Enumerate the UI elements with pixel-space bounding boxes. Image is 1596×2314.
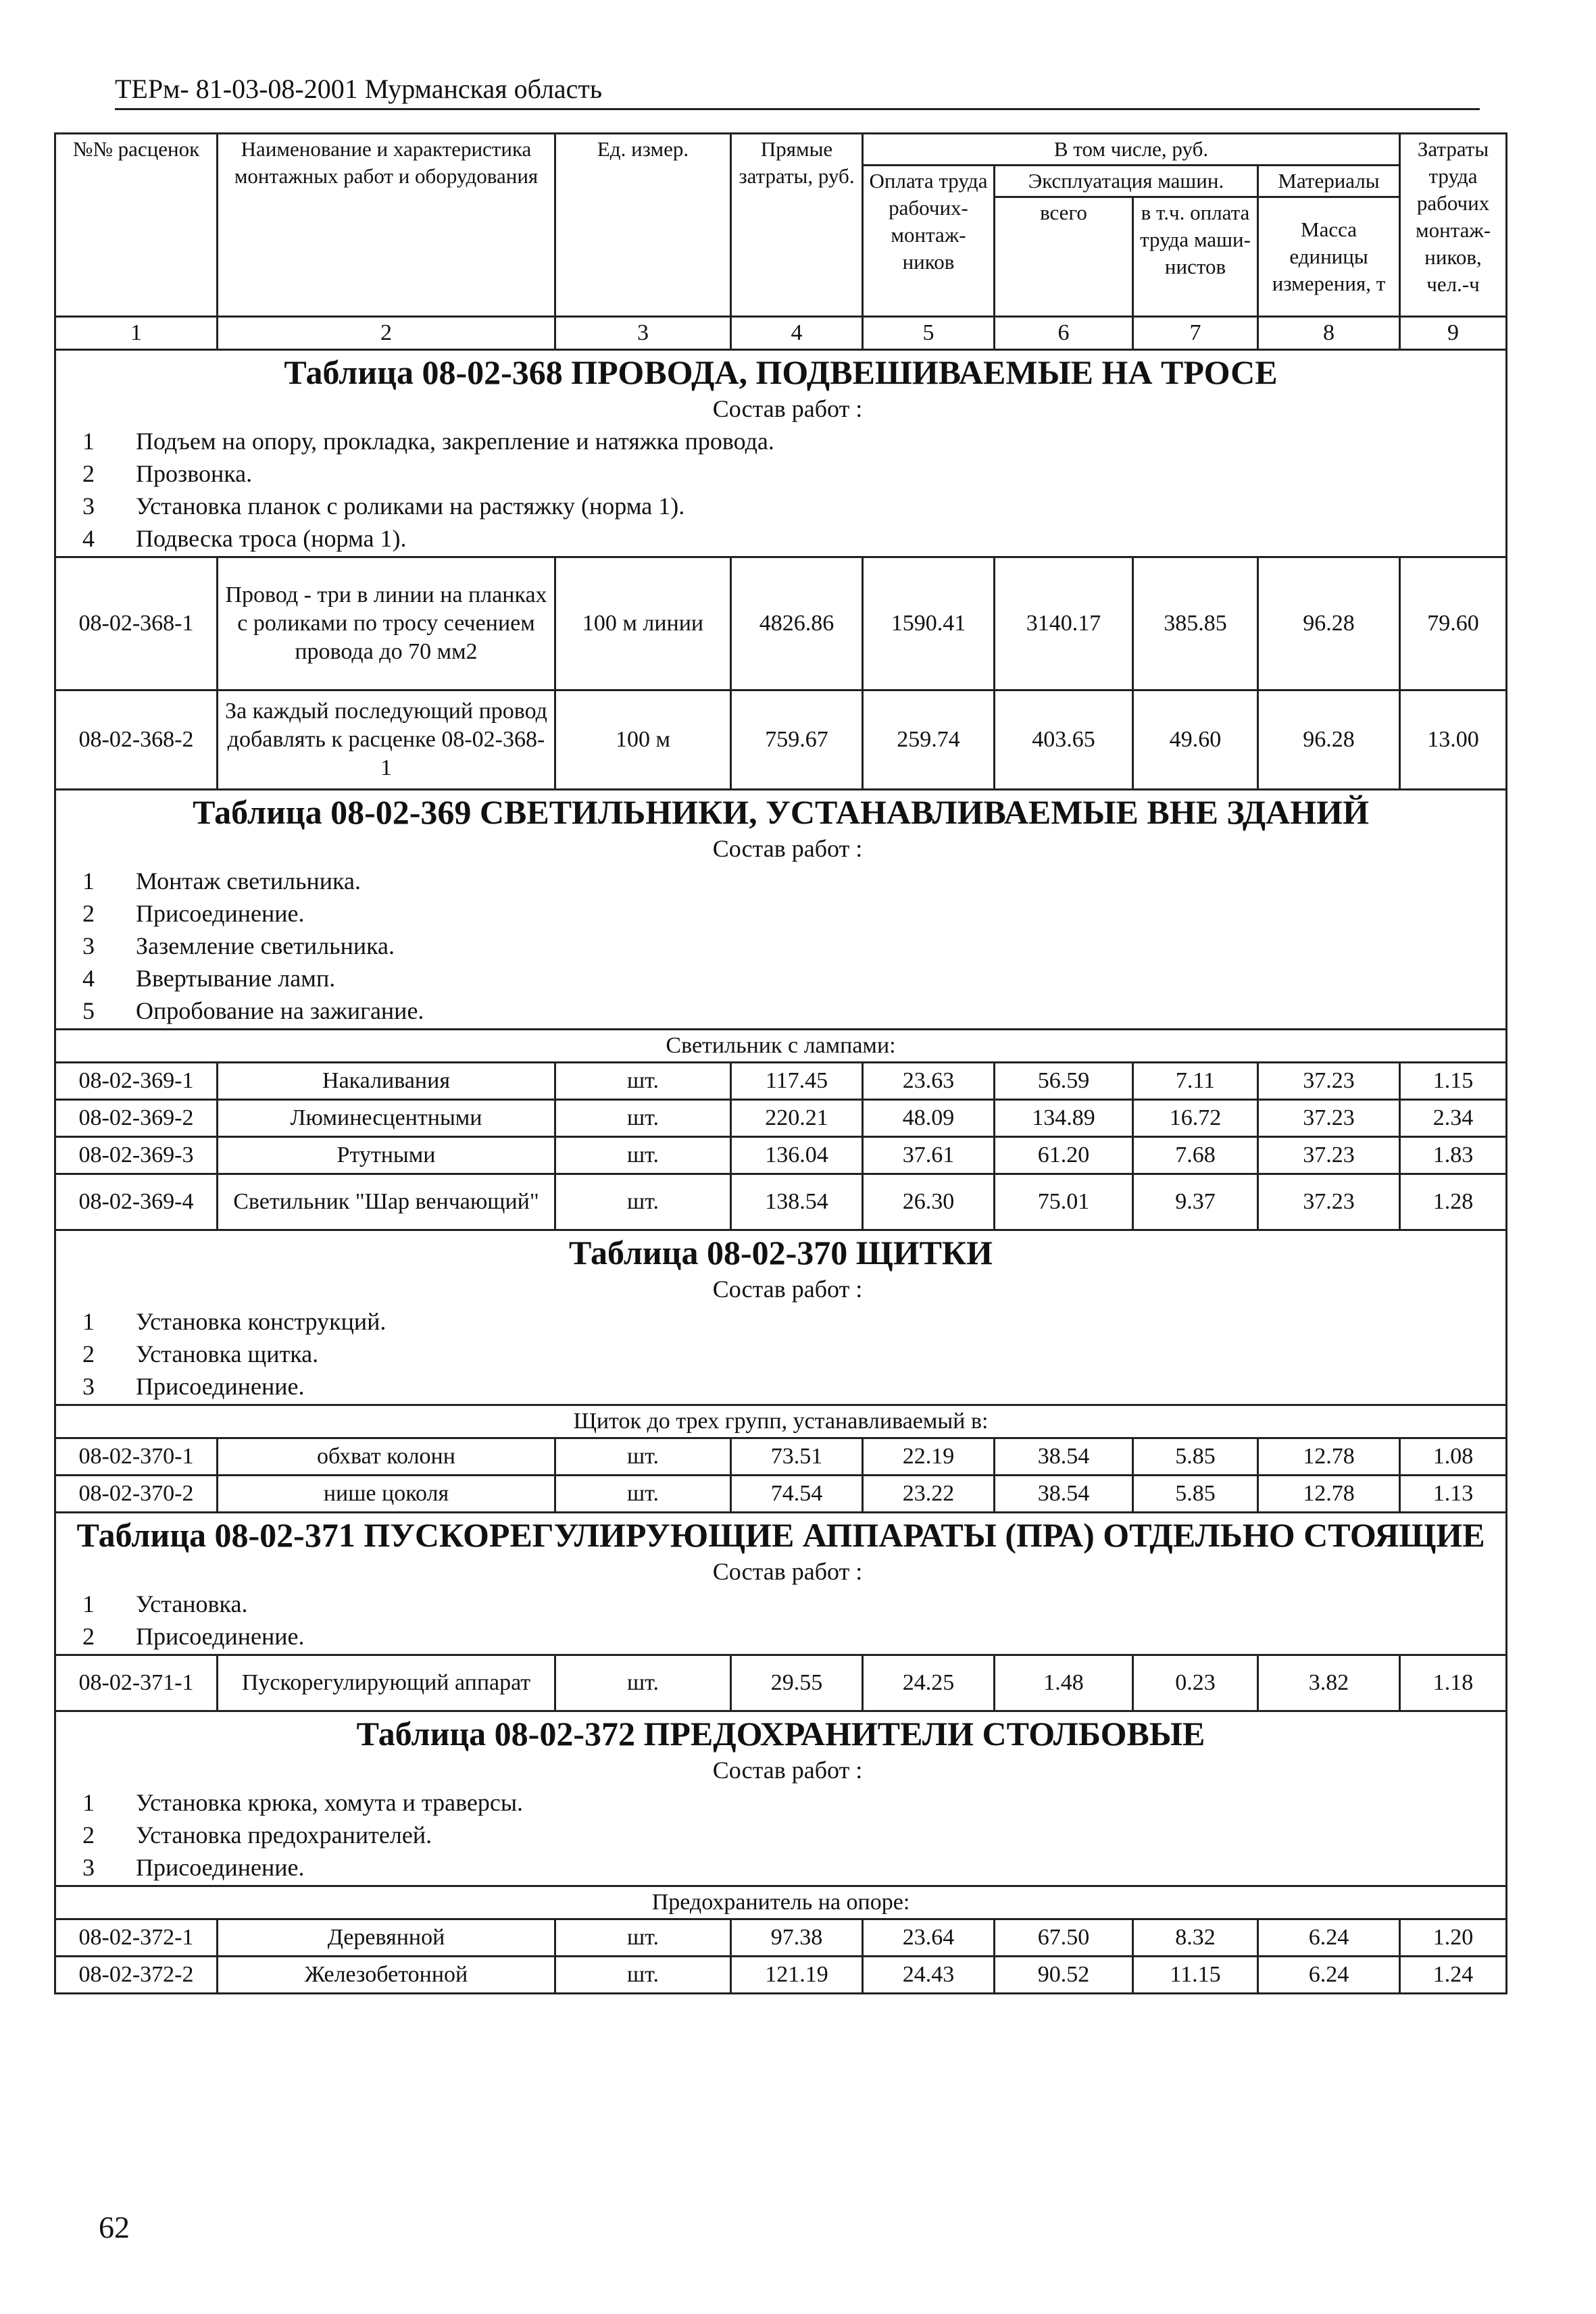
work-name: Светильник "Шар венчающий"	[218, 1174, 555, 1230]
work-step-number: 1	[82, 1590, 95, 1617]
direct-costs: 97.38	[731, 1919, 863, 1957]
labor-pay: 1590.41	[863, 557, 995, 690]
table-header	[55, 134, 1507, 350]
work-name: За каждый последующий провод добавлять к расценке 08-02-368-1	[218, 690, 555, 790]
header-machines: Эксплуатация машин.	[995, 166, 1258, 197]
page-number: 62	[99, 2210, 130, 2244]
labor-hours: 1.20	[1400, 1919, 1507, 1957]
work-step-number: 3	[82, 1373, 95, 1400]
section-block	[55, 1513, 1507, 1655]
rate-code: 08-02-369-2	[55, 1100, 218, 1137]
header-materials: Материалы	[1258, 166, 1400, 197]
unit-mass: 37.23	[1258, 1137, 1400, 1174]
labor-hours: 1.28	[1400, 1174, 1507, 1230]
work-composition-label: Состав работ :	[712, 1558, 863, 1585]
labor-pay: 23.63	[863, 1063, 995, 1100]
rate-code: 08-02-370-1	[55, 1438, 218, 1476]
unit-of-measure: шт.	[555, 1476, 731, 1513]
machinist-pay: 7.68	[1133, 1137, 1258, 1174]
header-rule	[115, 108, 1480, 110]
direct-costs: 138.54	[731, 1174, 863, 1230]
labor-pay: 259.74	[863, 690, 995, 790]
work-step	[60, 1370, 1501, 1403]
work-step	[60, 1305, 1501, 1338]
header-unit: Ед. измер.	[555, 134, 731, 317]
unit-of-measure: шт.	[555, 1957, 731, 1994]
machinist-pay: 0.23	[1133, 1655, 1258, 1711]
unit-of-measure: 100 м	[555, 690, 731, 790]
header-direct-costs: Прямые затраты, руб.	[731, 134, 863, 317]
machine-costs: 56.59	[995, 1063, 1133, 1100]
unit-mass: 37.23	[1258, 1174, 1400, 1230]
header-name: Наименование и характеристика монтажных работ и оборудования	[218, 134, 555, 317]
unit-mass: 37.23	[1258, 1063, 1400, 1100]
header-including: В том числе, руб.	[863, 134, 1400, 166]
rate-code: 08-02-368-2	[55, 690, 218, 790]
labor-hours: 13.00	[1400, 690, 1507, 790]
column-number: 4	[731, 317, 863, 350]
table-row	[55, 1063, 1507, 1100]
section-block	[55, 1230, 1507, 1405]
table-row	[55, 690, 1507, 790]
direct-costs: 759.67	[731, 690, 863, 790]
work-name: Накаливания	[218, 1063, 555, 1100]
labor-hours: 1.24	[1400, 1957, 1507, 1994]
work-step-number: 3	[82, 932, 95, 959]
section-title: Таблица 08-02-371 ПУСКОРЕГУЛИРУЮЩИЕ АППАРАТЫ (ПРА) ОТДЕЛЬНО СТОЯЩИЕ	[76, 1516, 1485, 1554]
labor-pay: 37.61	[863, 1137, 995, 1174]
table-body	[55, 350, 1507, 1994]
work-name: Ртутными	[218, 1137, 555, 1174]
column-numbers-row	[55, 317, 1507, 350]
work-step-number: 2	[82, 1821, 95, 1848]
page-header: ТЕРм- 81-03-08-2001 Мурманская область	[115, 74, 603, 104]
machinist-pay: 8.32	[1133, 1919, 1258, 1957]
column-number: 2	[218, 317, 555, 350]
table-row	[55, 1919, 1507, 1957]
work-step	[60, 962, 1501, 995]
work-step-text: Установка.	[136, 1590, 248, 1617]
work-step	[60, 425, 1501, 457]
work-step-number: 1	[82, 867, 95, 895]
work-step	[60, 1819, 1501, 1851]
labor-pay: 22.19	[863, 1438, 995, 1476]
section-block	[55, 350, 1507, 557]
labor-hours: 1.83	[1400, 1137, 1507, 1174]
work-step-number: 1	[82, 428, 95, 455]
section-header-row	[55, 790, 1507, 1030]
work-step-text: Присоединение.	[136, 900, 305, 927]
subgroup-label: Предохранитель на опоре:	[55, 1886, 1507, 1919]
section-block	[55, 1711, 1507, 1886]
section-block	[55, 790, 1507, 1030]
machine-costs: 3140.17	[995, 557, 1133, 690]
work-step-text: Монтаж светильника.	[136, 867, 361, 895]
work-composition-label: Состав работ :	[712, 1276, 863, 1303]
column-number: 7	[1133, 317, 1258, 350]
column-number: 8	[1258, 317, 1400, 350]
work-step	[60, 1851, 1501, 1884]
table-row	[55, 1438, 1507, 1476]
work-step	[60, 522, 1501, 555]
section-header-row	[55, 1230, 1507, 1405]
work-step-number: 4	[82, 525, 95, 552]
labor-pay: 24.25	[863, 1655, 995, 1711]
machine-costs: 134.89	[995, 1100, 1133, 1137]
work-step-number: 5	[82, 997, 95, 1024]
header-machinist-pay: в т.ч. оплата труда маши-нистов	[1133, 197, 1258, 317]
work-step	[60, 897, 1501, 930]
machinist-pay: 5.85	[1133, 1438, 1258, 1476]
unit-mass: 6.24	[1258, 1919, 1400, 1957]
unit-of-measure: шт.	[555, 1438, 731, 1476]
work-composition-label: Состав работ :	[712, 835, 863, 862]
column-number: 5	[863, 317, 995, 350]
work-step-number: 4	[82, 965, 95, 992]
work-name: Железобетонной	[218, 1957, 555, 1994]
work-step-text: Присоединение.	[136, 1373, 305, 1400]
direct-costs: 74.54	[731, 1476, 863, 1513]
work-step-text: Ввертывание ламп.	[136, 965, 336, 992]
subgroup-label: Светильник с лампами:	[55, 1030, 1507, 1063]
labor-pay: 23.22	[863, 1476, 995, 1513]
machinist-pay: 7.11	[1133, 1063, 1258, 1100]
work-step-number: 3	[82, 493, 95, 520]
unit-mass: 12.78	[1258, 1438, 1400, 1476]
labor-hours: 1.18	[1400, 1655, 1507, 1711]
labor-hours: 1.15	[1400, 1063, 1507, 1100]
subgroup-row	[55, 1030, 1507, 1063]
labor-hours: 79.60	[1400, 557, 1507, 690]
price-table-sheet	[54, 132, 1505, 1994]
work-step-number: 1	[82, 1308, 95, 1335]
machinist-pay: 385.85	[1133, 557, 1258, 690]
column-number: 3	[555, 317, 731, 350]
work-step	[60, 995, 1501, 1027]
unit-mass: 37.23	[1258, 1100, 1400, 1137]
labor-pay: 24.43	[863, 1957, 995, 1994]
work-step-number: 2	[82, 460, 95, 487]
subgroup-row	[55, 1886, 1507, 1919]
work-step	[60, 865, 1501, 897]
work-step-text: Установка крюка, хомута и траверсы.	[136, 1789, 524, 1816]
table-row	[55, 1655, 1507, 1711]
work-step-number: 3	[82, 1854, 95, 1881]
unit-mass: 6.24	[1258, 1957, 1400, 1994]
section-title: Таблица 08-02-372 ПРЕДОХРАНИТЕЛИ СТОЛБОВЫЕ	[356, 1715, 1205, 1753]
unit-mass: 12.78	[1258, 1476, 1400, 1513]
machinist-pay: 16.72	[1133, 1100, 1258, 1137]
work-step	[60, 490, 1501, 522]
unit-of-measure: шт.	[555, 1919, 731, 1957]
unit-mass: 96.28	[1258, 557, 1400, 690]
unit-of-measure: 100 м линии	[555, 557, 731, 690]
labor-pay: 26.30	[863, 1174, 995, 1230]
header-machines-total: всего	[995, 197, 1133, 317]
work-name: нише цоколя	[218, 1476, 555, 1513]
table-row	[55, 557, 1507, 690]
subgroup-label: Щиток до трех групп, устанавливаемый в:	[55, 1405, 1507, 1438]
section-header-row	[55, 350, 1507, 557]
table-row	[55, 1174, 1507, 1230]
direct-costs: 117.45	[731, 1063, 863, 1100]
work-step-number: 2	[82, 1340, 95, 1367]
work-step	[60, 1588, 1501, 1620]
machine-costs: 38.54	[995, 1438, 1133, 1476]
machine-costs: 1.48	[995, 1655, 1133, 1711]
work-step-text: Установка предохранителей.	[136, 1821, 432, 1848]
labor-hours: 1.13	[1400, 1476, 1507, 1513]
work-step-text: Присоединение.	[136, 1854, 305, 1881]
direct-costs: 220.21	[731, 1100, 863, 1137]
labor-hours: 1.08	[1400, 1438, 1507, 1476]
work-composition-label: Состав работ :	[712, 1757, 863, 1784]
work-step	[60, 1338, 1501, 1370]
work-name: Пускорегулирующий аппарат	[218, 1655, 555, 1711]
header-unit-mass: Масса единицы измерения, т	[1258, 197, 1400, 317]
table-row	[55, 1100, 1507, 1137]
machinist-pay: 11.15	[1133, 1957, 1258, 1994]
work-name: Деревянной	[218, 1919, 555, 1957]
work-step-text: Подвеска троса (норма 1).	[136, 525, 407, 552]
work-step	[60, 457, 1501, 490]
machinist-pay: 49.60	[1133, 690, 1258, 790]
rate-code: 08-02-369-4	[55, 1174, 218, 1230]
machine-costs: 61.20	[995, 1137, 1133, 1174]
rate-code: 08-02-372-2	[55, 1957, 218, 1994]
work-step-text: Подъем на опору, прокладка, закрепление и натяжка провода.	[136, 428, 774, 455]
price-table	[54, 132, 1507, 1994]
direct-costs: 73.51	[731, 1438, 863, 1476]
unit-of-measure: шт.	[555, 1174, 731, 1230]
labor-hours: 2.34	[1400, 1100, 1507, 1137]
unit-of-measure: шт.	[555, 1137, 731, 1174]
labor-pay: 48.09	[863, 1100, 995, 1137]
work-step-text: Установка планок с роликами на растяжку (норма 1).	[136, 493, 685, 520]
unit-mass: 96.28	[1258, 690, 1400, 790]
table-row	[55, 1137, 1507, 1174]
header-labor-pay: Оплата труда рабочих-монтаж-ников	[863, 166, 995, 317]
rate-code: 08-02-372-1	[55, 1919, 218, 1957]
work-step-text: Опробование на зажигание.	[136, 997, 424, 1024]
work-step-number: 1	[82, 1789, 95, 1816]
work-step-number: 2	[82, 1623, 95, 1650]
machine-costs: 90.52	[995, 1957, 1133, 1994]
unit-of-measure: шт.	[555, 1655, 731, 1711]
machinist-pay: 9.37	[1133, 1174, 1258, 1230]
column-number: 6	[995, 317, 1133, 350]
direct-costs: 136.04	[731, 1137, 863, 1174]
section-header-row	[55, 1711, 1507, 1886]
work-step-number: 2	[82, 900, 95, 927]
section-title: Таблица 08-02-369 СВЕТИЛЬНИКИ, УСТАНАВЛИВАЕМЫЕ ВНЕ ЗДАНИЙ	[193, 793, 1369, 831]
work-name: обхват колонн	[218, 1438, 555, 1476]
machine-costs: 403.65	[995, 690, 1133, 790]
header-labor-hours: Затраты труда рабочих монтаж-ников, чел.-ч	[1400, 134, 1507, 317]
section-title: Таблица 08-02-368 ПРОВОДА, ПОДВЕШИВАЕМЫЕ НА ТРОСЕ	[284, 353, 1278, 391]
machine-costs: 38.54	[995, 1476, 1133, 1513]
unit-mass: 3.82	[1258, 1655, 1400, 1711]
work-step	[60, 930, 1501, 962]
machine-costs: 75.01	[995, 1174, 1133, 1230]
direct-costs: 29.55	[731, 1655, 863, 1711]
column-number: 1	[55, 317, 218, 350]
work-step-text: Установка конструкций.	[136, 1308, 386, 1335]
work-step	[60, 1620, 1501, 1653]
section-header-row	[55, 1513, 1507, 1655]
labor-pay: 23.64	[863, 1919, 995, 1957]
machine-costs: 67.50	[995, 1919, 1133, 1957]
unit-of-measure: шт.	[555, 1100, 731, 1137]
rate-code: 08-02-369-3	[55, 1137, 218, 1174]
work-name: Провод - три в линии на планках с роликами по тросу сечением провода до 70 мм2	[218, 557, 555, 690]
work-step-text: Прозвонка.	[136, 460, 253, 487]
subgroup-row	[55, 1405, 1507, 1438]
column-number: 9	[1400, 317, 1507, 350]
work-step-text: Установка щитка.	[136, 1340, 319, 1367]
rate-code: 08-02-368-1	[55, 557, 218, 690]
table-row	[55, 1476, 1507, 1513]
direct-costs: 121.19	[731, 1957, 863, 1994]
work-step-text: Присоединение.	[136, 1623, 305, 1650]
header-code: №№ расценок	[55, 134, 218, 317]
direct-costs: 4826.86	[731, 557, 863, 690]
machinist-pay: 5.85	[1133, 1476, 1258, 1513]
table-row	[55, 1957, 1507, 1994]
work-composition-label: Состав работ :	[712, 395, 863, 422]
rate-code: 08-02-369-1	[55, 1063, 218, 1100]
rate-code: 08-02-371-1	[55, 1655, 218, 1711]
work-name: Люминесцентными	[218, 1100, 555, 1137]
rate-code: 08-02-370-2	[55, 1476, 218, 1513]
unit-of-measure: шт.	[555, 1063, 731, 1100]
section-title: Таблица 08-02-370 ЩИТКИ	[568, 1234, 993, 1272]
work-step-text: Заземление светильника.	[136, 932, 395, 959]
work-step	[60, 1786, 1501, 1819]
